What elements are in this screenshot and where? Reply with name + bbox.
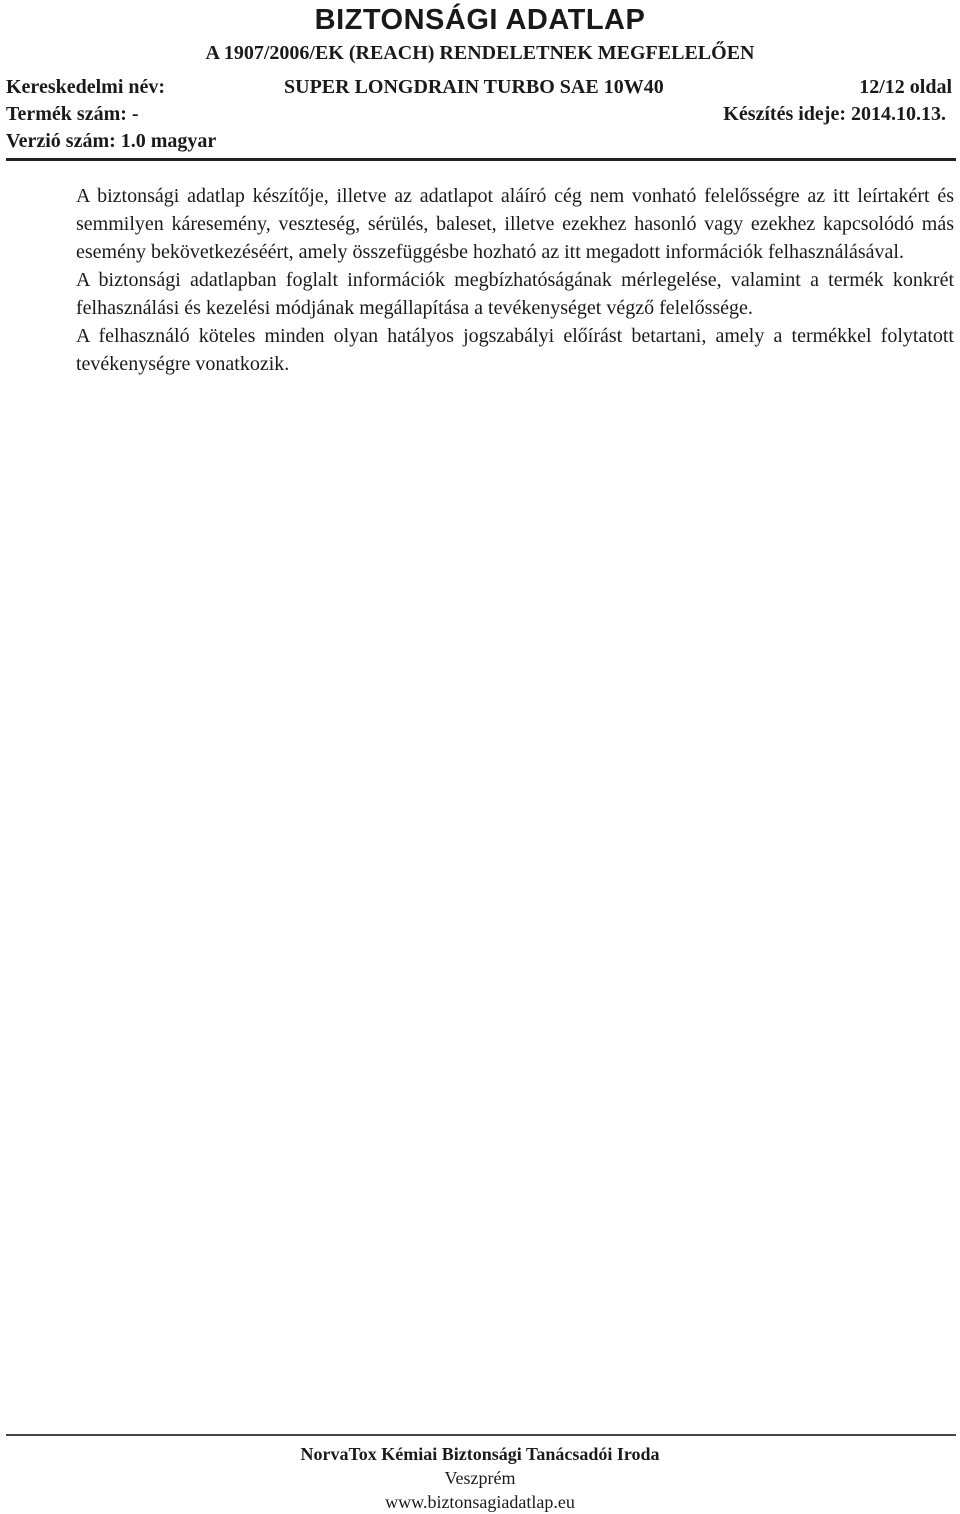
document-title: BIZTONSÁGI ADATLAP — [314, 4, 646, 36]
footer-divider — [6, 1434, 956, 1436]
footer-city: Veszprém — [444, 1468, 516, 1488]
disclaimer-paragraph: A biztonsági adatlapban foglalt információk megbízhatóságának mérlegelése, valamint a termék konkrét felhasználási és kezelési módjának megállapítása a tevékenységet végző felelőssége. — [76, 269, 954, 319]
page-footer — [0, 1442, 960, 1514]
trade-name-label: Kereskedelmi név: — [6, 76, 166, 98]
version-number: Verzió szám: 1.0 magyar — [6, 130, 217, 152]
creation-date: Készítés ideje: 2014.10.13. — [723, 103, 946, 125]
product-number: Termék szám: - — [6, 103, 139, 125]
disclaimer-paragraph: A biztonsági adatlap készítője, illetve az adatlapot aláíró cég nem vonható felelősségre az itt leírtakért és semmilyen káresemény, veszteség, sérülés, baleset, illetve ezekhez hasonló vagy ezekhez kapcsolódó más esemény bekövetkezéséért, amely összefüggésbe hozható az itt megadott információk felhasználásával. — [76, 185, 954, 263]
regulation-subtitle: A 1907/2006/EK (REACH) RENDELETNEK MEGFELELŐEN — [205, 42, 755, 64]
disclaimer-paragraph: A felhasználó köteles minden olyan hatályos jogszabályi előírást betartani, amely a termékkel folytatott tevékenységre vonatkozik. — [76, 325, 954, 375]
trade-name-value: SUPER LONGDRAIN TURBO SAE 10W40 — [284, 76, 664, 98]
footer-organization: NorvaTox Kémiai Biztonsági Tanácsadói Iroda — [300, 1444, 660, 1464]
page-number: 12/12 oldal — [859, 76, 952, 98]
disclaimer-body — [76, 182, 954, 378]
header-divider — [6, 158, 956, 161]
footer-website: www.biztonsagiadatlap.eu — [385, 1492, 575, 1512]
